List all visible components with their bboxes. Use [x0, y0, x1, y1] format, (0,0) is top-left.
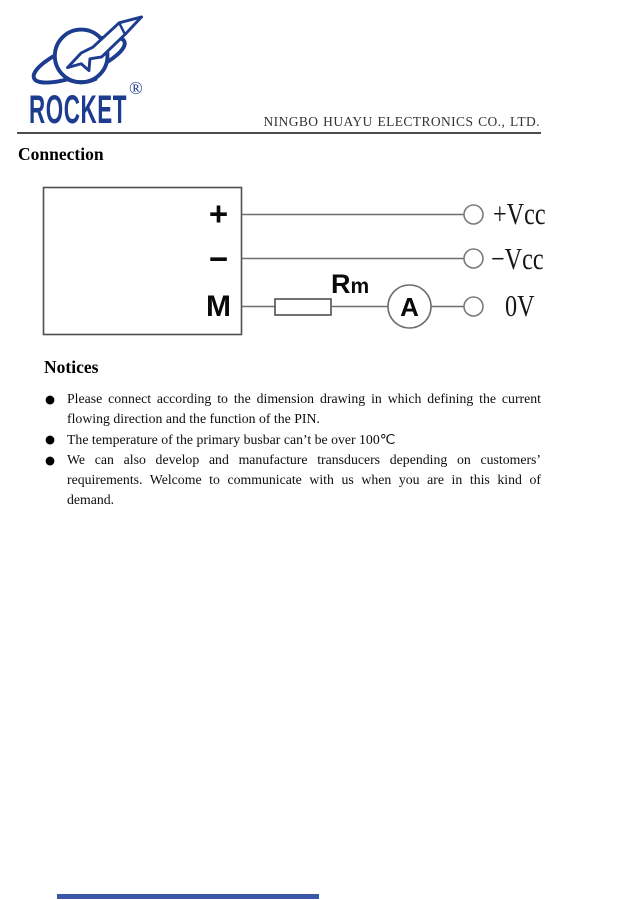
company-name: NINGBO HUAYU ELECTRONICS CO., LTD.	[263, 114, 540, 129]
bullet-icon: ●	[45, 391, 56, 406]
resistor-r: R	[331, 269, 351, 299]
logo-wordmark: ROCKET	[29, 88, 127, 132]
notice-text: Please connect according to the dimension drawing in which defining the current flowing direction and the function of the PIN.	[67, 391, 541, 426]
notice-text: We can also develop and manufacture transducers depending on customers’ requirements. Welcome to communicate with us when you are in this kind of demand.	[67, 452, 541, 507]
connection-section-title: Connection	[18, 144, 104, 164]
notice-text: The temperature of the primary busbar can’t be over 100℃	[67, 431, 396, 447]
pin-m-label: M	[206, 290, 231, 323]
registered-trademark-icon: ®	[129, 78, 143, 98]
pin-plus-label: +	[208, 195, 229, 232]
bullet-icon: ●	[45, 432, 56, 447]
list-item	[44, 450, 541, 509]
footer-bar	[57, 894, 319, 899]
pin-minus-label: −	[208, 240, 229, 277]
terminal-plus-vcc-label: +Vcc	[493, 196, 546, 231]
terminal-minus-vcc-label: −Vcc	[491, 241, 544, 276]
resistor-m-subscript: m	[350, 275, 370, 298]
notices-section-title: Notices	[44, 357, 99, 377]
terminal-0v-label: 0V	[505, 288, 535, 323]
list-item	[44, 430, 541, 450]
measuring-resistor-label	[331, 271, 369, 298]
list-item	[44, 389, 541, 429]
bullet-icon: ●	[45, 452, 56, 467]
notices-list	[44, 389, 541, 511]
ammeter-label: A	[400, 291, 419, 322]
